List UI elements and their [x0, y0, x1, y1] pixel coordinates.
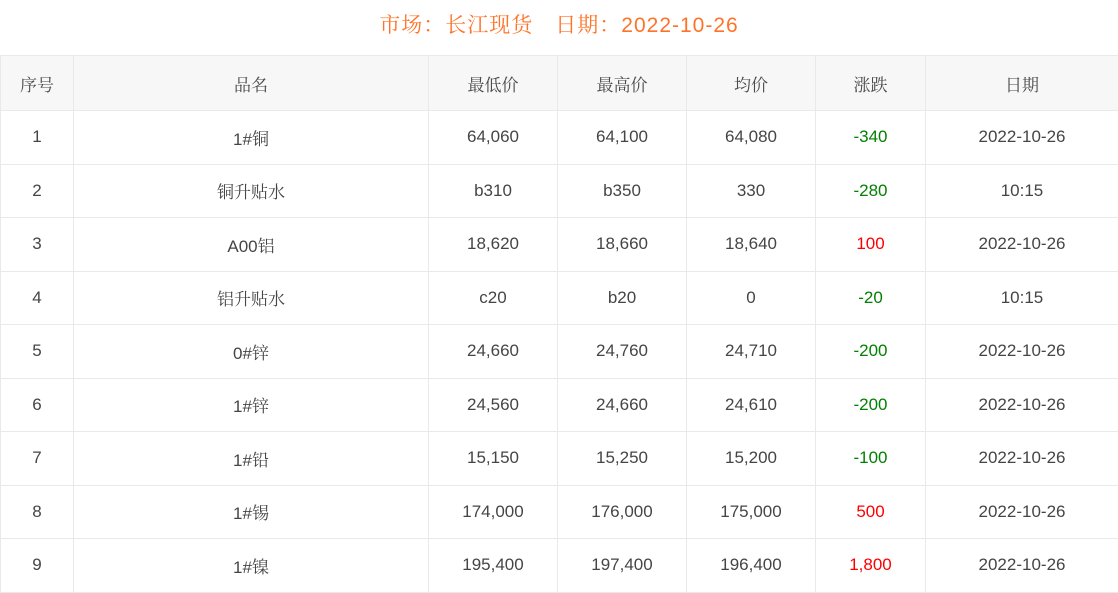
cell-high: 24,660: [558, 378, 687, 432]
cell-product: 1#锌: [74, 378, 429, 432]
col-header-high: 最高价: [558, 56, 687, 111]
cell-low: c20: [429, 271, 558, 325]
cell-index: 5: [1, 325, 74, 379]
cell-date: 2022-10-26: [926, 485, 1118, 539]
cell-high: 176,000: [558, 485, 687, 539]
table-row: [1, 485, 1118, 539]
cell-date: 2022-10-26: [926, 218, 1118, 272]
col-header-product: 品名: [74, 56, 429, 111]
cell-avg: 0: [687, 271, 816, 325]
page-title: 市场：长江现货 日期：2022-10-26: [0, 0, 1118, 55]
cell-change: 500: [816, 485, 926, 539]
cell-product: 0#锌: [74, 325, 429, 379]
cell-index: 7: [1, 432, 74, 486]
cell-date: 2022-10-26: [926, 432, 1118, 486]
cell-high: b350: [558, 164, 687, 218]
cell-low: 195,400: [429, 539, 558, 593]
cell-date: 2022-10-26: [926, 111, 1118, 165]
table-row: [1, 378, 1118, 432]
cell-product: 1#铅: [74, 432, 429, 486]
cell-product: 铜升贴水: [74, 164, 429, 218]
cell-product: 铝升贴水: [74, 271, 429, 325]
table-header-row: [1, 56, 1118, 111]
cell-change: 100: [816, 218, 926, 272]
table-row: [1, 432, 1118, 486]
cell-index: 9: [1, 539, 74, 593]
cell-index: 6: [1, 378, 74, 432]
cell-high: b20: [558, 271, 687, 325]
cell-change: -100: [816, 432, 926, 486]
cell-date: 2022-10-26: [926, 539, 1118, 593]
table-row: [1, 164, 1118, 218]
cell-avg: 18,640: [687, 218, 816, 272]
cell-change: -340: [816, 111, 926, 165]
table-row: [1, 539, 1118, 593]
cell-product: 1#锡: [74, 485, 429, 539]
cell-product: 1#镍: [74, 539, 429, 593]
cell-index: 2: [1, 164, 74, 218]
col-header-date: 日期: [926, 56, 1118, 111]
table-row: [1, 271, 1118, 325]
cell-date: 2022-10-26: [926, 378, 1118, 432]
cell-low: b310: [429, 164, 558, 218]
cell-low: 24,560: [429, 378, 558, 432]
cell-index: 8: [1, 485, 74, 539]
table-row: [1, 111, 1118, 165]
cell-product: A00铝: [74, 218, 429, 272]
cell-avg: 24,710: [687, 325, 816, 379]
cell-low: 15,150: [429, 432, 558, 486]
col-header-low: 最低价: [429, 56, 558, 111]
table-row: [1, 325, 1118, 379]
cell-avg: 196,400: [687, 539, 816, 593]
cell-avg: 175,000: [687, 485, 816, 539]
cell-index: 3: [1, 218, 74, 272]
cell-high: 197,400: [558, 539, 687, 593]
cell-change: -20: [816, 271, 926, 325]
cell-change: 1,800: [816, 539, 926, 593]
table-row: [1, 218, 1118, 272]
cell-avg: 64,080: [687, 111, 816, 165]
col-header-change: 涨跌: [816, 56, 926, 111]
cell-low: 24,660: [429, 325, 558, 379]
cell-low: 18,620: [429, 218, 558, 272]
cell-low: 64,060: [429, 111, 558, 165]
cell-avg: 15,200: [687, 432, 816, 486]
price-table: [0, 55, 1118, 593]
cell-high: 18,660: [558, 218, 687, 272]
cell-low: 174,000: [429, 485, 558, 539]
col-header-index: 序号: [1, 56, 74, 111]
cell-high: 64,100: [558, 111, 687, 165]
cell-avg: 330: [687, 164, 816, 218]
cell-index: 1: [1, 111, 74, 165]
cell-date: 2022-10-26: [926, 325, 1118, 379]
cell-index: 4: [1, 271, 74, 325]
cell-high: 15,250: [558, 432, 687, 486]
cell-date: 10:15: [926, 271, 1118, 325]
cell-avg: 24,610: [687, 378, 816, 432]
cell-change: -200: [816, 378, 926, 432]
cell-high: 24,760: [558, 325, 687, 379]
cell-date: 10:15: [926, 164, 1118, 218]
cell-change: -280: [816, 164, 926, 218]
cell-change: -200: [816, 325, 926, 379]
col-header-avg: 均价: [687, 56, 816, 111]
cell-product: 1#铜: [74, 111, 429, 165]
